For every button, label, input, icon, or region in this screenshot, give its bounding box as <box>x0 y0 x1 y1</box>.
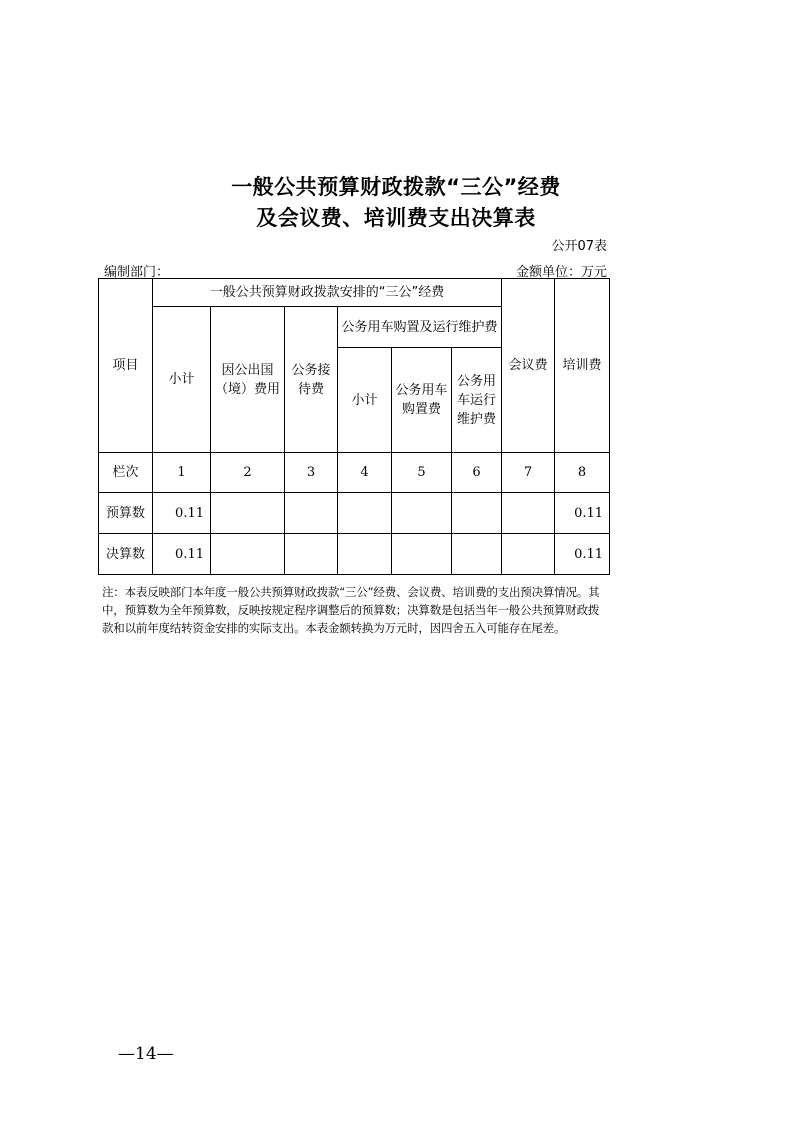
vehicle-purchase-header: 公务用车购置费 <box>392 348 452 453</box>
table-row <box>99 534 610 575</box>
vehicle-group-header: 公务用车购置及运行维护费 <box>338 307 502 348</box>
row-label-budget: 预算数 <box>99 493 153 534</box>
amount-unit-label: 金额单位：万元 <box>515 265 607 280</box>
table-cell <box>452 493 502 534</box>
table-cell <box>211 534 285 575</box>
vehicle-subtotal-header: 小计 <box>338 348 392 453</box>
table-row <box>99 493 610 534</box>
table-title-line2: 及会议费、培训费支出决算表 <box>256 206 536 230</box>
table-cell: 0.11 <box>153 534 211 575</box>
training-fee-header: 培训费 <box>555 279 610 453</box>
table-cell <box>285 534 338 575</box>
column-number: 8 <box>555 453 610 493</box>
column-number: 7 <box>502 453 555 493</box>
form-number: 公开07表 <box>551 239 607 254</box>
row-label-actual: 决算数 <box>99 534 153 575</box>
column-number: 4 <box>338 453 392 493</box>
vehicle-maintenance-header: 公务用车运行维护费 <box>452 348 502 453</box>
three-public-group-header: 一般公共预算财政拨款安排的“三公”经费 <box>153 279 502 307</box>
table-footnote: 注：本表反映部门本年度一般公共预算财政拨款“三公”经费、会议费、培训费的支出预决算情况。其中，预算数为全年预算数，反映按规定程序调整后的预算数；决算数是包括当年一般公共预算财政拨款和以前年度结转资金安排的实际支出。本表金额转换为万元时，因四舍五入可能存在尾差。 <box>102 585 600 635</box>
column-number: 5 <box>392 453 452 493</box>
department-label: 编制部门： <box>104 265 170 280</box>
abroad-fee-header: 因公出国（境）费用 <box>211 307 285 453</box>
table-cell <box>392 534 452 575</box>
table-cell: 0.11 <box>555 493 610 534</box>
table-cell <box>392 493 452 534</box>
item-header: 项目 <box>99 279 153 453</box>
table-cell <box>452 534 502 575</box>
table-title-line1: 一般公共预算财政拨款“三公”经费 <box>231 175 561 199</box>
column-number: 1 <box>153 453 211 493</box>
table-cell <box>338 534 392 575</box>
table-cell: 0.11 <box>555 534 610 575</box>
column-number: 2 <box>211 453 285 493</box>
column-index-label: 栏次 <box>99 453 153 493</box>
column-number: 3 <box>285 453 338 493</box>
expenditure-table <box>98 278 610 575</box>
table-cell <box>211 493 285 534</box>
table-cell <box>285 493 338 534</box>
table-cell <box>338 493 392 534</box>
subtotal-header: 小计 <box>153 307 211 453</box>
reception-fee-header: 公务接待费 <box>285 307 338 453</box>
page-number: —14— <box>118 1044 174 1064</box>
column-number: 6 <box>452 453 502 493</box>
meeting-fee-header: 会议费 <box>502 279 555 453</box>
table-cell: 0.11 <box>153 493 211 534</box>
table-cell <box>502 493 555 534</box>
table-cell <box>502 534 555 575</box>
